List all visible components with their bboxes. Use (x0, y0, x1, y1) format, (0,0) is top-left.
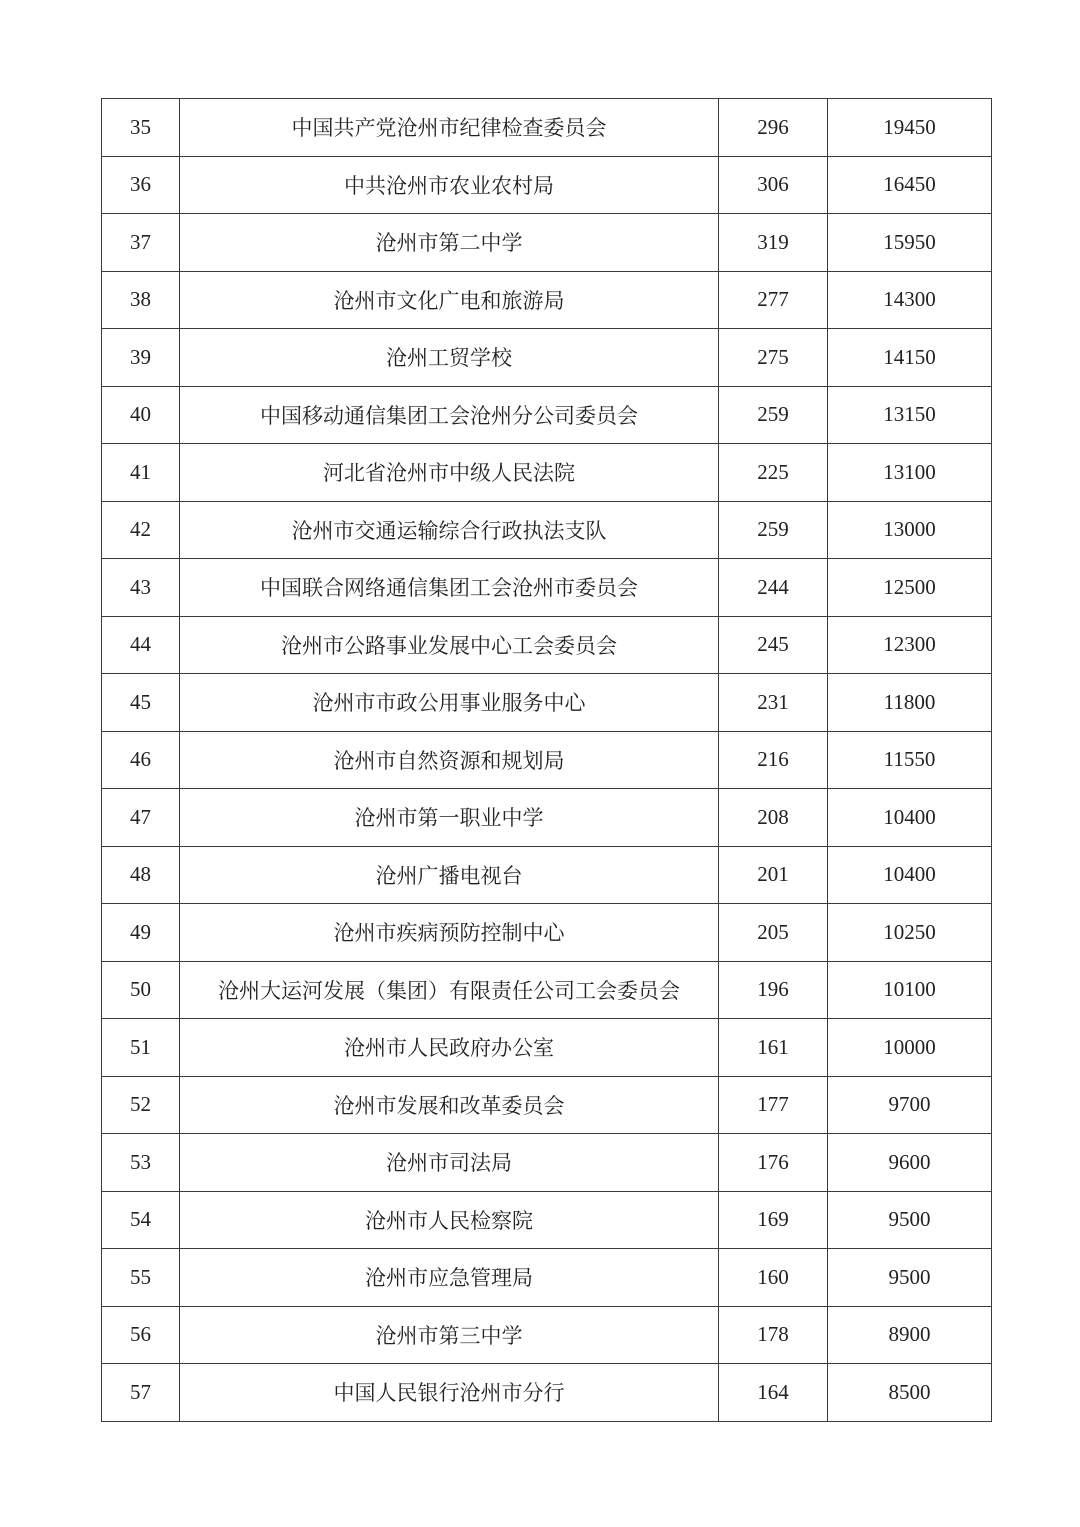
rank-cell: 49 (102, 904, 180, 962)
unit-name-cell: 沧州工贸学校 (180, 329, 719, 387)
amount-cell: 16450 (828, 156, 992, 214)
table-row (102, 386, 992, 444)
amount-cell: 10100 (828, 961, 992, 1019)
amount-cell: 13000 (828, 501, 992, 559)
amount-cell: 8900 (828, 1306, 992, 1364)
unit-name-cell: 沧州广播电视台 (180, 846, 719, 904)
ranking-table-body (102, 99, 992, 1422)
count-cell: 319 (719, 214, 828, 272)
table-row (102, 789, 992, 847)
amount-cell: 10400 (828, 846, 992, 904)
table-row (102, 1076, 992, 1134)
count-cell: 306 (719, 156, 828, 214)
count-cell: 259 (719, 386, 828, 444)
rank-cell: 54 (102, 1191, 180, 1249)
amount-cell: 9500 (828, 1249, 992, 1307)
amount-cell: 8500 (828, 1364, 992, 1422)
table-row (102, 1306, 992, 1364)
amount-cell: 19450 (828, 99, 992, 157)
amount-cell: 12500 (828, 559, 992, 617)
rank-cell: 55 (102, 1249, 180, 1307)
table-row (102, 1019, 992, 1077)
amount-cell: 13150 (828, 386, 992, 444)
rank-cell: 43 (102, 559, 180, 617)
rank-cell: 51 (102, 1019, 180, 1077)
unit-name-cell: 沧州市人民政府办公室 (180, 1019, 719, 1077)
count-cell: 178 (719, 1306, 828, 1364)
rank-cell: 38 (102, 271, 180, 329)
unit-name-cell: 沧州市疾病预防控制中心 (180, 904, 719, 962)
rank-cell: 47 (102, 789, 180, 847)
amount-cell: 14300 (828, 271, 992, 329)
count-cell: 205 (719, 904, 828, 962)
unit-name-cell: 沧州市第一职业中学 (180, 789, 719, 847)
unit-name-cell: 中国移动通信集团工会沧州分公司委员会 (180, 386, 719, 444)
rank-cell: 41 (102, 444, 180, 502)
table-row (102, 99, 992, 157)
count-cell: 164 (719, 1364, 828, 1422)
unit-name-cell: 中国联合网络通信集团工会沧州市委员会 (180, 559, 719, 617)
unit-name-cell: 沧州市第三中学 (180, 1306, 719, 1364)
table-row (102, 329, 992, 387)
table-row (102, 961, 992, 1019)
unit-name-cell: 沧州市第二中学 (180, 214, 719, 272)
amount-cell: 13100 (828, 444, 992, 502)
count-cell: 208 (719, 789, 828, 847)
rank-cell: 52 (102, 1076, 180, 1134)
count-cell: 277 (719, 271, 828, 329)
rank-cell: 53 (102, 1134, 180, 1192)
unit-name-cell: 中共沧州市农业农村局 (180, 156, 719, 214)
count-cell: 160 (719, 1249, 828, 1307)
rank-cell: 46 (102, 731, 180, 789)
table-row (102, 559, 992, 617)
table-row (102, 1134, 992, 1192)
rank-cell: 35 (102, 99, 180, 157)
rank-cell: 48 (102, 846, 180, 904)
unit-name-cell: 沧州市人民检察院 (180, 1191, 719, 1249)
amount-cell: 10000 (828, 1019, 992, 1077)
table-row (102, 501, 992, 559)
unit-name-cell: 沧州大运河发展（集团）有限责任公司工会委员会 (180, 961, 719, 1019)
unit-name-cell: 中国人民银行沧州市分行 (180, 1364, 719, 1422)
ranking-table (101, 98, 992, 1422)
amount-cell: 9700 (828, 1076, 992, 1134)
unit-name-cell: 沧州市应急管理局 (180, 1249, 719, 1307)
count-cell: 216 (719, 731, 828, 789)
amount-cell: 10250 (828, 904, 992, 962)
table-row (102, 904, 992, 962)
table-row (102, 731, 992, 789)
amount-cell: 14150 (828, 329, 992, 387)
unit-name-cell: 沧州市发展和改革委员会 (180, 1076, 719, 1134)
count-cell: 244 (719, 559, 828, 617)
table-row (102, 846, 992, 904)
amount-cell: 9500 (828, 1191, 992, 1249)
rank-cell: 44 (102, 616, 180, 674)
count-cell: 231 (719, 674, 828, 732)
count-cell: 245 (719, 616, 828, 674)
unit-name-cell: 沧州市交通运输综合行政执法支队 (180, 501, 719, 559)
amount-cell: 10400 (828, 789, 992, 847)
count-cell: 201 (719, 846, 828, 904)
count-cell: 225 (719, 444, 828, 502)
rank-cell: 50 (102, 961, 180, 1019)
table-row (102, 156, 992, 214)
rank-cell: 45 (102, 674, 180, 732)
table-row (102, 444, 992, 502)
table-row (102, 214, 992, 272)
amount-cell: 12300 (828, 616, 992, 674)
count-cell: 177 (719, 1076, 828, 1134)
amount-cell: 11550 (828, 731, 992, 789)
rank-cell: 57 (102, 1364, 180, 1422)
table-row (102, 1364, 992, 1422)
unit-name-cell: 沧州市市政公用事业服务中心 (180, 674, 719, 732)
amount-cell: 11800 (828, 674, 992, 732)
rank-cell: 56 (102, 1306, 180, 1364)
table-row (102, 1249, 992, 1307)
unit-name-cell: 沧州市自然资源和规划局 (180, 731, 719, 789)
count-cell: 169 (719, 1191, 828, 1249)
unit-name-cell: 沧州市文化广电和旅游局 (180, 271, 719, 329)
amount-cell: 9600 (828, 1134, 992, 1192)
unit-name-cell: 中国共产党沧州市纪律检查委员会 (180, 99, 719, 157)
unit-name-cell: 河北省沧州市中级人民法院 (180, 444, 719, 502)
count-cell: 275 (719, 329, 828, 387)
unit-name-cell: 沧州市司法局 (180, 1134, 719, 1192)
table-row (102, 616, 992, 674)
count-cell: 259 (719, 501, 828, 559)
rank-cell: 39 (102, 329, 180, 387)
table-row (102, 1191, 992, 1249)
count-cell: 296 (719, 99, 828, 157)
count-cell: 176 (719, 1134, 828, 1192)
table-row (102, 674, 992, 732)
table-row (102, 271, 992, 329)
count-cell: 196 (719, 961, 828, 1019)
count-cell: 161 (719, 1019, 828, 1077)
rank-cell: 42 (102, 501, 180, 559)
rank-cell: 36 (102, 156, 180, 214)
rank-cell: 40 (102, 386, 180, 444)
amount-cell: 15950 (828, 214, 992, 272)
rank-cell: 37 (102, 214, 180, 272)
unit-name-cell: 沧州市公路事业发展中心工会委员会 (180, 616, 719, 674)
